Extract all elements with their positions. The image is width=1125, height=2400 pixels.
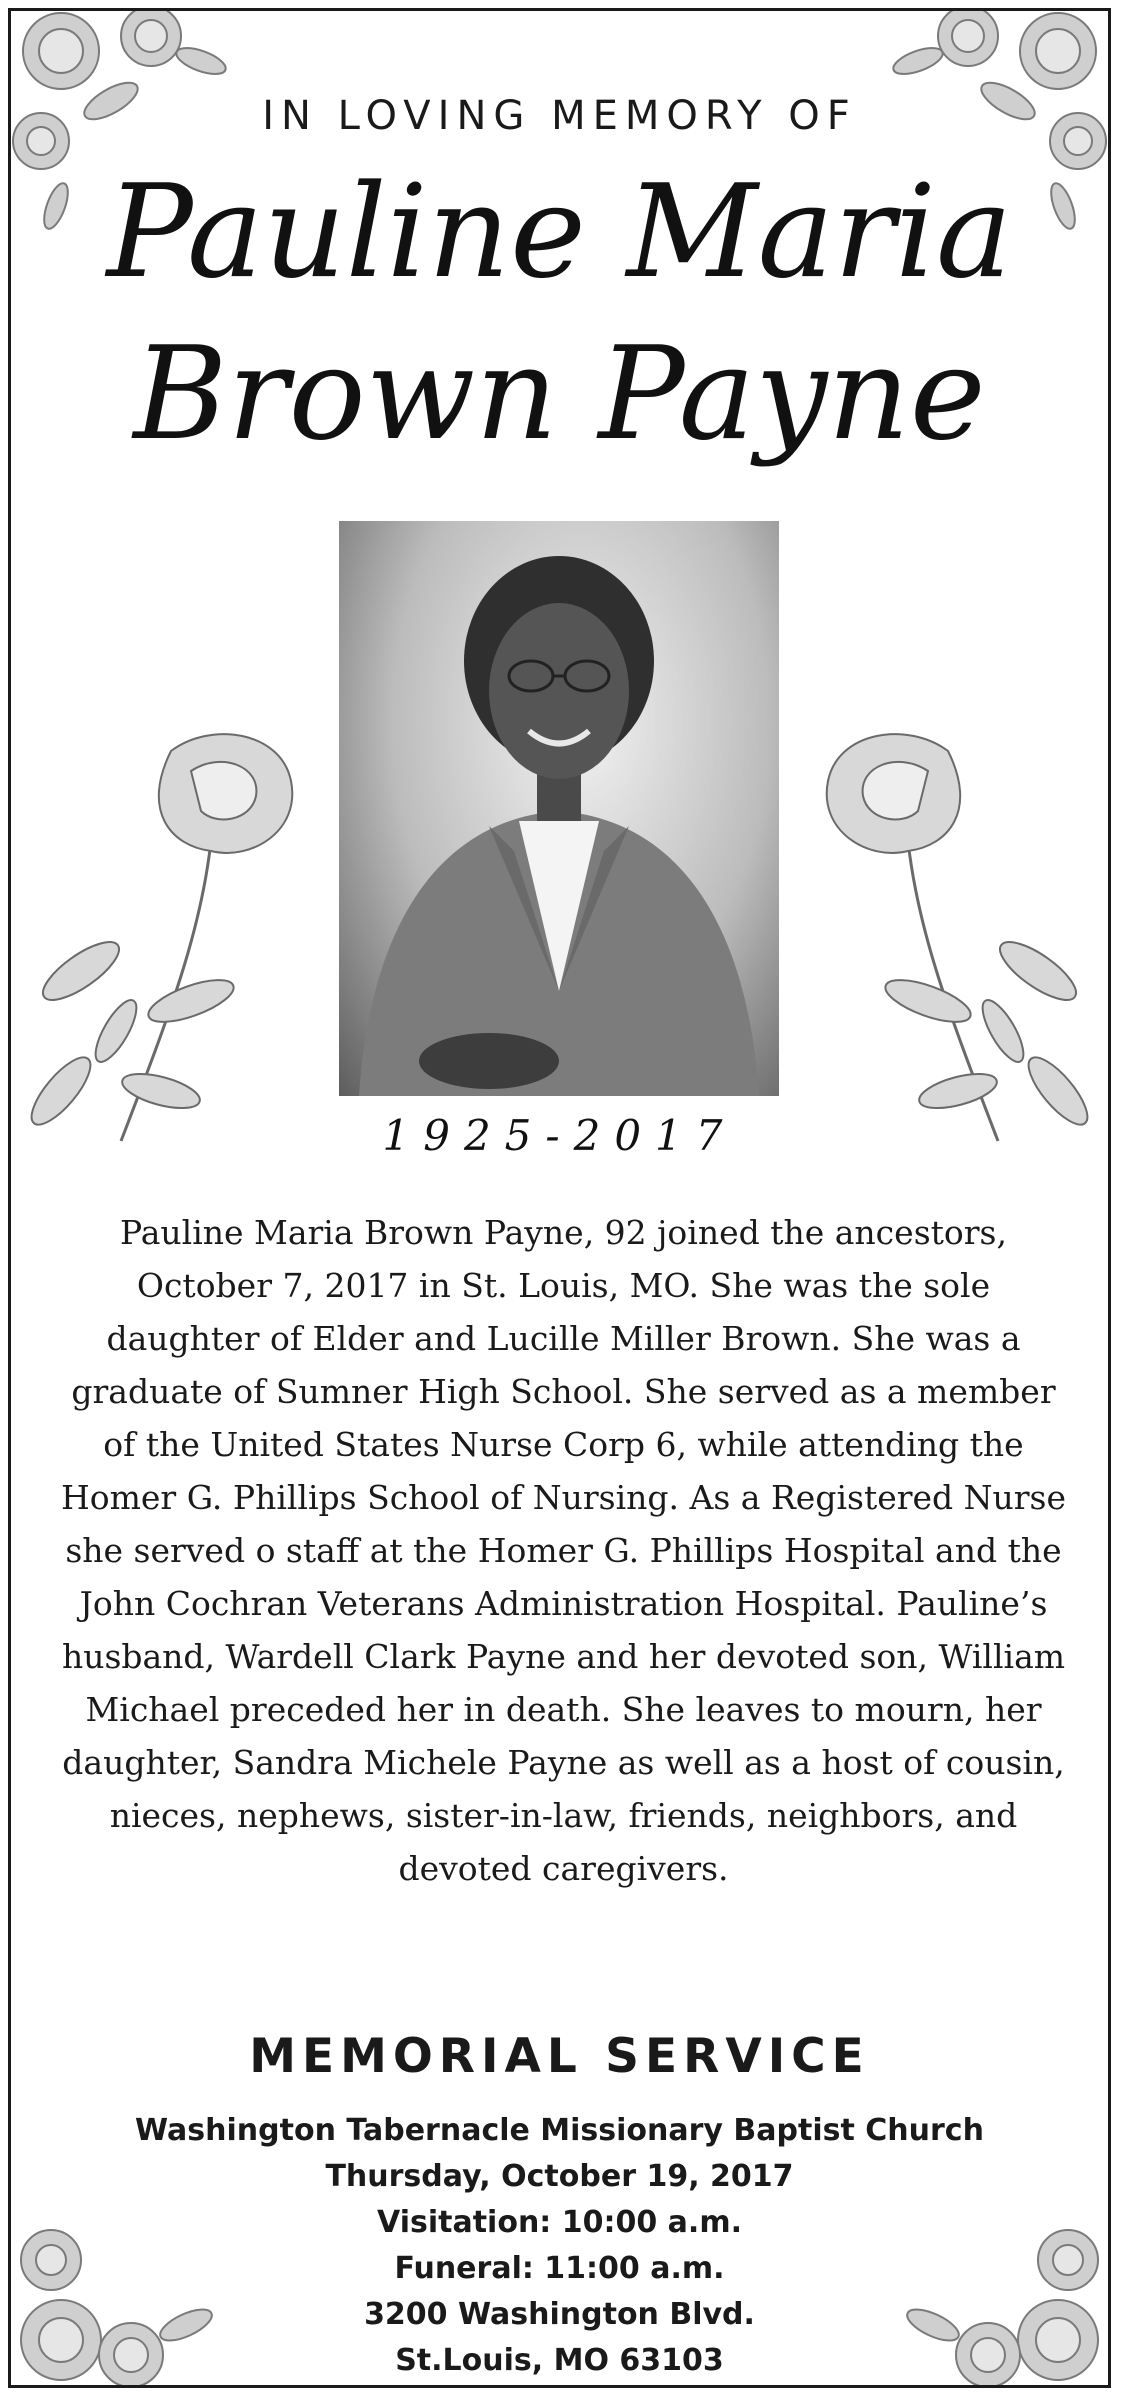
service-city: St.Louis, MO 63103 — [395, 2343, 724, 2378]
service-funeral: Funeral: 11:00 a.m. — [394, 2251, 725, 2286]
portrait-photo — [339, 521, 779, 1096]
memorial-service-title: MEMORIAL SERVICE — [249, 2029, 870, 2084]
service-visitation: Visitation: 10:00 a.m. — [377, 2205, 742, 2240]
obituary-text: Pauline Maria Brown Payne, 92 joined the ancestors, October 7, 2017 in St. Louis, MO. She was the sole daughter of Elder and Lucille Miller Brown. She was a graduate of Sumner High School. She served as a member of the United States Nurse Corp 6, while attending the Homer G. Phillips School of Nursing. As a Registered Nurse she served o staff at the Homer G. Phillips Hospital and the John Cochran Veterans Administration Hospital. Pauline’s husband, Wardell Clark Payne and her devoted son, William Michael preceded her in death. She leaves to mourn, her daughter, Sandra Michele Payne as well as a host of cousin, nieces, nephews, sister-in-law, friends, neighbors, and devoted caregivers. — [60, 1213, 1067, 1888]
obituary-frame — [8, 8, 1111, 2388]
deceased-name-line2: Brown Payne — [133, 320, 986, 469]
life-dates: 1925-2017 — [382, 1111, 737, 1160]
memorial-header: IN LOVING MEMORY OF — [262, 93, 857, 139]
portrait-figure — [339, 521, 779, 1096]
service-date: Thursday, October 19, 2017 — [325, 2159, 794, 2194]
service-church: Washington Tabernacle Missionary Baptist Church — [135, 2113, 984, 2148]
deceased-name-line1: Pauline Maria — [106, 158, 1013, 307]
rose-icon — [21, 711, 321, 1161]
service-address: 3200 Washington Blvd. — [364, 2297, 755, 2332]
rose-icon — [798, 711, 1098, 1161]
